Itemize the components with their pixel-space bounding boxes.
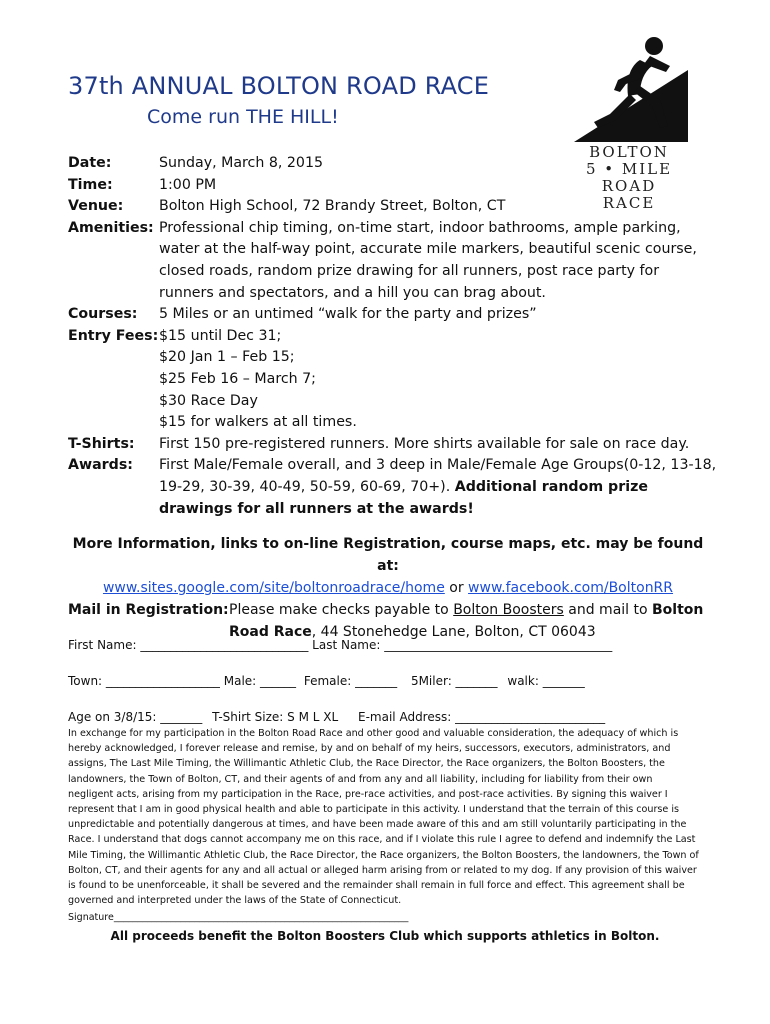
time-label: Time: (68, 176, 113, 193)
payee-name: Bolton Boosters (453, 602, 564, 618)
five-miler-field[interactable]: 5Miler: _______ (410, 674, 498, 688)
mail-registration (68, 599, 708, 643)
address-bold: Bolton Road Race (229, 602, 704, 640)
mail-text (229, 599, 708, 643)
mail-label: Mail in Registration: (68, 602, 229, 618)
footer-note: All proceeds benefit the Bolton Boosters Club which supports athletics in Bolton. (110, 929, 660, 943)
venue-label: Venue: (68, 198, 124, 215)
age-row (68, 710, 605, 724)
female-field[interactable]: Female: _______ (303, 674, 398, 688)
tshirts-label: T-Shirts: (68, 435, 135, 452)
courses-label: Courses: (68, 306, 138, 323)
links-line (68, 577, 708, 599)
logo-line-2: 5 • MILE (585, 160, 673, 178)
venue-value: Bolton High School, 72 Brandy Street, Bolton, CT (159, 198, 506, 215)
courses-value: 5 Miles or an untimed “walk for the party and prizes” (159, 306, 537, 323)
address-text: , 44 Stonehedge Lane, Bolton, CT 06043 (311, 624, 596, 640)
walk-field[interactable]: walk: _______ (507, 674, 585, 688)
awards-text: First Male/Female overall, and 3 deep in Male/Female Age Groups(0-12, 13-18, 19-29, 30-39, 40-49, 50-59, 60-69, 70+). (159, 457, 717, 495)
more-info-heading: More Information, links to on-line Registration, course maps, etc. may be found at: (72, 536, 704, 574)
more-info (68, 533, 708, 643)
first-name-field[interactable]: First Name: ____________________________ (68, 638, 309, 652)
time-value: 1:00 PM (159, 176, 217, 193)
logo-line-1: BOLTON (589, 143, 669, 161)
awards-label: Awards: (68, 457, 133, 474)
date-value: Sunday, March 8, 2015 (159, 155, 324, 171)
mail-text-2: and mail to (568, 602, 648, 618)
mail-text-1: Please make checks payable to (229, 602, 449, 618)
google-sites-link[interactable]: www.sites.google.com/site/boltonroadrace/home (102, 580, 445, 596)
amenities-value: Professional chip timing, on-time start, indoor bathrooms, ample parking, water at the half-way point, accurate mile markers, beautiful scenic course, closed roads, random prize drawing for all runners, post race party for runners and spectators, and a hill you can brag about. (159, 219, 697, 301)
fee-item: $25 Feb 16 – March 7; (159, 370, 316, 387)
facebook-link[interactable]: www.facebook.com/BoltonRR (468, 580, 674, 596)
race-details (68, 153, 718, 520)
logo-line-3: ROAD RACE (601, 177, 657, 212)
fee-item: $15 until Dec 31; (159, 327, 282, 344)
page-title: 37th ANNUAL BOLTON ROAD RACE (68, 72, 490, 100)
email-field[interactable]: E-mail Address: _________________________ (358, 710, 606, 724)
awards-value (159, 455, 718, 520)
last-name-field[interactable]: Last Name: ______________________________________ (312, 638, 613, 652)
page-subtitle: Come run THE HILL! (147, 106, 339, 128)
town-row (68, 674, 585, 688)
fee-item: $30 Race Day (159, 392, 258, 409)
signature-line[interactable]: Signature______________________________________________________________ (68, 912, 409, 923)
fee-item: $20 Jan 1 – Feb 15; (159, 349, 295, 366)
fees-label: Entry Fees: (68, 327, 159, 344)
name-row (68, 638, 612, 652)
age-field[interactable]: Age on 3/8/15: _______ (68, 710, 203, 724)
tshirt-size-field[interactable]: T-Shirt Size: S M L XL (212, 710, 339, 724)
date-label: Date: (68, 155, 112, 171)
amenities-label: Amenities: (68, 219, 154, 236)
tshirts-value: First 150 pre-registered runners. More shirts available for sale on race day. (159, 435, 690, 452)
or-text: or (449, 580, 464, 596)
fee-item: $15 for walkers at all times. (159, 414, 357, 431)
male-field[interactable]: Male: ______ (223, 674, 297, 688)
town-field[interactable]: Town: ___________________ (68, 674, 220, 688)
fees-list (159, 326, 718, 434)
waiver-text: In exchange for my participation in the Bolton Road Race and other good and valuable consideration, the adequacy of which is hereby acknowledged, I forever release and remise, by and on behalf of my heirs, successors, executors, administrators, and assigns, The Last Mile Timing, the Willimantic Athletic Club, the Race Director, the Race organizers, the Bolton Boosters, the landowners, the Town of Bolton, CT, and their agents of and from any and all liability, including for liability from their own negligent acts, arising from my participation in the Race, pre-race activities, and post-race activities. By signing this waiver I represent that I am in good physical health and able to participate in this activity. I understand that the terrain of this course is unpredictable and potentially dangerous at times, and have been made aware of this and am still voluntarily participating in the Race. I understand that dogs cannot accompany me on this race, and if I violate this rule I agree to defend and indemnify the Last Mile Timing, the Willimantic Athletic Club, the Race Director, the Race organizers, the Bolton Boosters, the landowners, the Town of Bolton, CT, and their agents for any and all actual or alleged harm arising from or related to my dog. If any provision of this waiver is found to be unenforceable, it shall be severed and the remainder shall remain in full force and effect. This agreement shall be governed and interpreted under the laws of the State of Connecticut. (68, 728, 699, 907)
awards-bold-text: Additional random prize drawings for all runners at the awards! (159, 478, 648, 517)
